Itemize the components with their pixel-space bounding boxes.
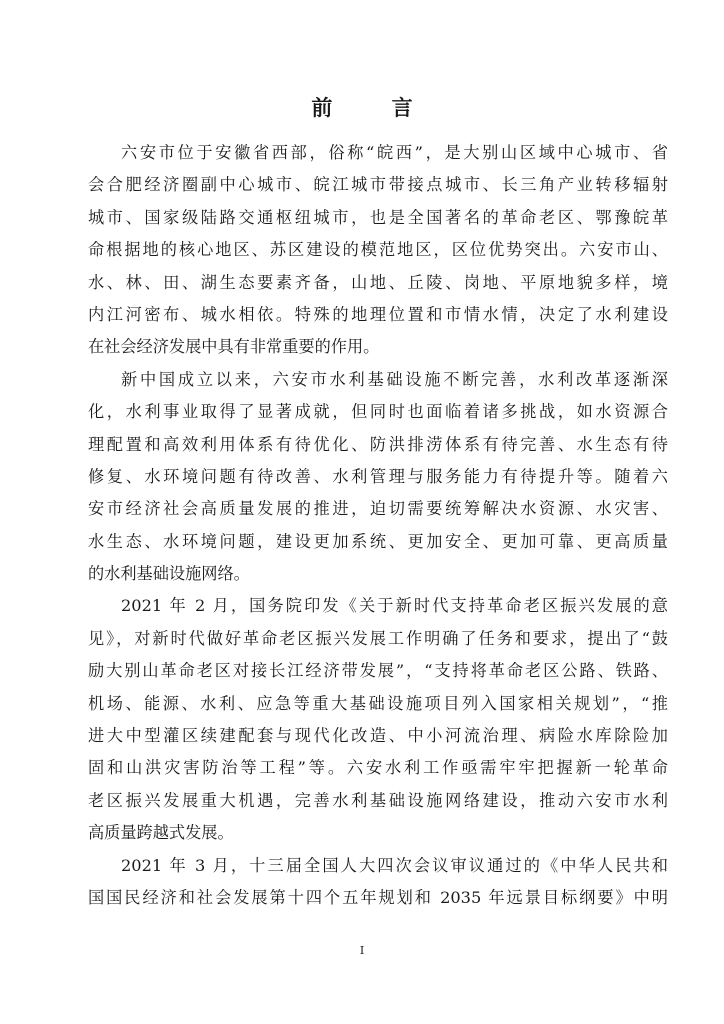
text-line: 见》，对新时代做好革命老区振兴发展工作明确了任务和要求，提出了“鼓 xyxy=(88,628,668,648)
text-line: 水生态、水环境问题，建设更加系统、更加安全、更加可靠、更高质量 xyxy=(88,531,668,551)
text-line: 理配置和高效利用体系有待优化、防洪排涝体系有待完善、水生态有待 xyxy=(88,434,668,454)
paragraph xyxy=(88,137,668,364)
text-line: 进大中型灌区续建配套与现代化改造、中小河流治理、病险水库除险加 xyxy=(88,726,668,746)
text-line: 安市经济社会高质量发展的推进，迫切需要统筹解决水资源、水灾害、 xyxy=(88,499,668,519)
text-line: 国国民经济和社会发展第十四个五年规划和 2035 年远景目标纲要》中明 xyxy=(88,887,668,907)
text-line: 会合肥经济圈副中心城市、皖江城市带接点城市、长三角产业转移辐射 xyxy=(88,175,668,195)
text-line: 化，水利事业取得了显著成就，但同时也面临着诸多挑战，如水资源合 xyxy=(88,402,668,422)
text-line: 修复、水环境问题有待改善、水利管理与服务能力有待提升等。随着六 xyxy=(88,466,668,486)
page-title: 前 言 xyxy=(311,95,439,120)
text-line: 2021 年 2 月，国务院印发《关于新时代支持革命老区振兴发展的意 xyxy=(121,596,668,616)
text-line: 城市、国家级陆路交通枢纽城市，也是全国著名的革命老区、鄂豫皖革 xyxy=(88,207,668,227)
document-body xyxy=(88,137,668,914)
text-line: 六安市位于安徽省西部，俗称“皖西”，是大别山区域中心城市、省 xyxy=(121,143,668,162)
paragraph xyxy=(88,364,668,591)
paragraph xyxy=(88,850,668,915)
text-line: 固和山洪灾害防治等工程”等。六安水利工作亟需牢牢把握新一轮革命 xyxy=(88,758,668,778)
text-line: 新中国成立以来，六安市水利基础设施不断完善，水利改革逐渐深 xyxy=(121,369,668,389)
text-line: 的水利基础设施网络。 xyxy=(88,564,250,584)
paragraph xyxy=(88,590,668,849)
text-line: 2021 年 3 月，十三届全国人大四次会议审议通过的《中华人民共和 xyxy=(121,855,668,875)
text-line: 命根据地的核心地区、苏区建设的模范地区，区位优势突出。六安市山、 xyxy=(88,240,668,260)
text-line: 在社会经济发展中具有非常重要的作用。 xyxy=(88,337,380,357)
text-line: 老区振兴发展重大机遇，完善水利基础设施网络建设，推动六安市水利 xyxy=(88,790,668,810)
text-line: 励大别山革命老区对接长江经济带发展”，“支持将革命老区公路、铁路、 xyxy=(88,661,668,681)
text-line: 内江河密布、城水相依。特殊的地理位置和市情水情，决定了水利建设 xyxy=(88,304,668,324)
page-number: I xyxy=(359,944,365,957)
text-line: 机场、能源、水利、应急等重大基础设施项目列入国家相关规划”，“推 xyxy=(88,693,668,713)
text-line: 高质量跨越式发展。 xyxy=(88,823,234,843)
text-line: 水、林、田、湖生态要素齐备，山地、丘陵、岗地、平原地貌多样，境 xyxy=(88,272,668,292)
